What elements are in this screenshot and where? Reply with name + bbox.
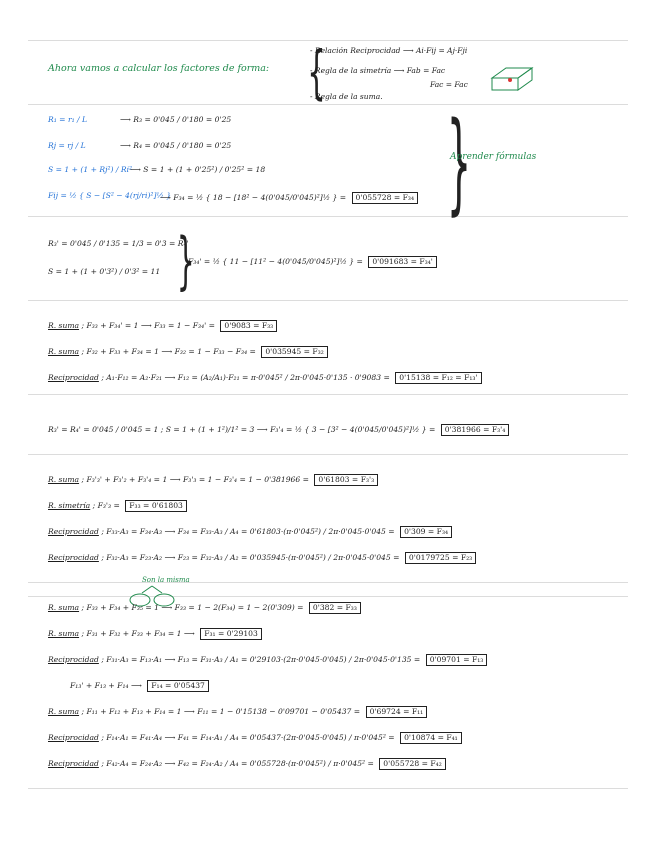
block6-row-7-text: ; F₄₂·A₄ = F₂₄·A₂ ⟶ F₄₂ = F₂₄·A₂ / A₄ = 0'055728·(π·0'045²) / π·0'045² =: [101, 759, 374, 768]
block5-row-4-label: Reciprocidad: [48, 553, 99, 562]
block5-row-4-text: ; F₃₂·A₃ = F₂₃·A₂ ⟶ F₂₃ = F₃₂·A₃ / A₂ = 0'035945·(π·0'045²) / 2π·0'045·0'045 =: [101, 553, 400, 562]
block3-row-1-label: R. suma: [48, 321, 80, 330]
formulas-brace: }: [446, 98, 472, 226]
cylinder-sketch: [490, 66, 534, 92]
block4-box: 0'381966 = F₃'₄: [441, 424, 510, 436]
block5-row-2: [48, 500, 187, 512]
block5-row-1-box: 0'61803 = F₃'₃: [314, 474, 378, 486]
block3-row-2: [48, 346, 328, 358]
block2-brace: }: [176, 224, 195, 297]
block3-row-2-label: R. suma: [48, 347, 80, 356]
block2-result: F₃₄' = ½ { 11 − [11² − 4(0'045/0'045)²]½ } =: [188, 257, 363, 266]
formula-fij-result-wrap: [160, 192, 418, 204]
block2-result-wrap: [188, 256, 437, 268]
block6-row-4-box: F₁₄ = 0'05437: [147, 680, 209, 692]
block6-row-3-box: 0'09701 = F₁₃: [426, 654, 488, 666]
block6-row-7: [48, 758, 446, 770]
block5-row-3: [48, 526, 452, 538]
intro-heading: Ahora vamos a calcular los factores de forma:: [48, 63, 270, 74]
formulas-note: Aprender fórmulas: [450, 152, 537, 162]
formula-s-result: ⟶ S = 1 + (1 + 0'25²) / 0'25² = 18: [130, 165, 266, 174]
formula-fij-result: ⟶ F₃₄ = ½ { 18 − [18² − 4(0'045/0'045)²]½ } =: [160, 193, 347, 202]
block3-row-3: [48, 372, 482, 384]
intro-point-2: - Regla de la simetría ⟶ Fab = Fac: [310, 66, 446, 75]
formula-rj-result: ⟶ R₄ = 0'045 / 0'180 = 0'25: [120, 141, 232, 150]
block6-annotation: Son la misma: [142, 576, 190, 584]
formula-fij-box: 0'055728 = F₃₄: [352, 192, 418, 204]
block5-row-1-label: R. suma: [48, 475, 80, 484]
block6-row-7-box: 0'055728 = F₄₂: [379, 758, 445, 770]
block3-row-2-box: 0'035945 = F₃₂: [261, 346, 327, 358]
block6-row-2-text: ; F₃₁ + F₃₂ + F₃₃ + F₃₄ = 1 ⟶: [81, 629, 195, 638]
block2-box: 0'091683 = F₃₄': [368, 256, 437, 268]
block5-row-3-label: Reciprocidad: [48, 527, 99, 536]
block6-row-6: [48, 732, 462, 744]
block5-row-1: [48, 474, 378, 486]
block6-row-5-box: 0'69724 = F₁₁: [366, 706, 428, 718]
block6-row-1-text: ; F₃₃ + F₃₄ + F₃₅ = 1 ⟶ F₃₃ = 1 − 2(F₃₄) = 1 − 2(0'309) =: [81, 603, 304, 612]
block6-row-4: [70, 680, 209, 692]
block5-row-3-box: 0'309 = F₃₄: [400, 526, 452, 538]
block3-row-1-text: ; F₃₃ + F₃₄' = 1 ⟶ F₃₃ = 1 − F₃₄' =: [81, 321, 215, 330]
block3-row-2-text: ; F₃₂ + F₃₃ + F₃₄ = 1 ⟶ F₃₂ = 1 − F₃₃ − F₃₄ =: [81, 347, 256, 356]
block6-row-5: [48, 706, 427, 718]
block4-text: R₃' = R₄' = 0'045 / 0'045 = 1 ; S = 1 + (1 + 1²)/1² = 3 ⟶ F₃'₄ = ½ { 3 − [3² − 4(0'045/0'045)²]½ } =: [48, 425, 436, 434]
block3-row-3-box: 0'15138 = F₁₂ = F₁₃': [395, 372, 481, 384]
intro-point-4: - Regla de la suma.: [310, 92, 383, 101]
block6-row-1-box: 0'382 = F₃₃: [309, 602, 361, 614]
formula-rj: Rj = rj / L: [48, 141, 86, 150]
formula-r1-result: ⟶ R₃ = 0'045 / 0'180 = 0'25: [120, 115, 232, 124]
block2-line1: R₃' = 0'045 / 0'135 = 1/3 = 0'3 = R₄': [48, 239, 189, 248]
block6-row-3: [48, 654, 487, 666]
block6-row-3-label: Reciprocidad: [48, 655, 99, 664]
block6-row-2-box: F₃₁ = 0'29103: [200, 628, 262, 640]
block6-row-3-text: ; F₃₁·A₃ = F₁₃·A₁ ⟶ F₁₃ = F₃₁·A₃ / A₁ = 0'29103·(2π·0'045·0'045) / 2π·0'045·0'135 =: [101, 655, 421, 664]
intro-point-1: - Relación Reciprocidad ⟶ Ai·Fij = Aj·Fji: [310, 46, 468, 55]
block6-row-6-text: ; F₁₄·A₁ = F₄₁·A₄ ⟶ F₄₁ = F₁₄·A₁ / A₄ = 0'05437·(2π·0'045·0'045) / π·0'045² =: [101, 733, 395, 742]
block5-row-1-text: ; F₃'₃' + F₃'₂ + F₃'₄ = 1 ⟶ F₃'₃ = 1 − F₃'₄ = 1 − 0'381966 =: [81, 475, 309, 484]
formula-s: S = 1 + (1 + Rj²) / Ri²: [48, 165, 133, 174]
block3-row-1: [48, 320, 277, 332]
block6-row-1: [48, 602, 361, 614]
block2-line2: S = 1 + (1 + 0'3²) / 0'3² = 11: [48, 267, 161, 276]
block5-row-4-box: 0'0179725 = F₂₃: [405, 552, 476, 564]
intro-point-3: Fac = Fac: [430, 80, 468, 89]
block6-row-5-text: ; F₁₁ + F₁₂ + F₁₃ + F₁₄ = 1 ⟶ F₁₁ = 1 − 0'15138 − 0'09701 − 0'05437 =: [81, 707, 361, 716]
block3-row-3-text: ; A₁·F₁₂ = A₂·F₂₁ ⟶ F₁₂ = (A₂/A₁)·F₂₁ = π·0'045² / 2π·0'045·0'135 · 0'9083 =: [101, 373, 390, 382]
block6-row-1-label: R. suma: [48, 603, 80, 612]
formula-r1: R₁ = r₁ / L: [48, 115, 88, 124]
block6-row-2: [48, 628, 262, 640]
block5-row-4: [48, 552, 476, 564]
block5-row-2-box: F₃₃ = 0'61803: [125, 500, 187, 512]
block6-row-5-label: R. suma: [48, 707, 80, 716]
block5-row-2-label: R. simetría: [48, 501, 91, 510]
block5-row-2-text: ; F₃'₃ =: [92, 501, 120, 510]
block6-row-6-label: Reciprocidad: [48, 733, 99, 742]
block6-row-2-label: R. suma: [48, 629, 80, 638]
block5-row-3-text: ; F₃₃·A₃ = F₃₄·A₃ ⟶ F₃₄ = F₃₃·A₃ / A₄ = 0'61803·(π·0'045²) / 2π·0'045·0'045 =: [101, 527, 395, 536]
block6-row-4-text: F₁₃' + F₁₃ + F₁₄ ⟶: [70, 681, 142, 690]
block4-row: [48, 424, 509, 436]
block3-row-1-box: 0'9083 = F₃₃: [220, 320, 277, 332]
block6-row-7-label: Reciprocidad: [48, 759, 99, 768]
formula-fij: Fij = ½ { S − [S² − 4(rj/ri)²]½ }: [48, 191, 172, 200]
block6-row-6-box: 0'10874 = F₄₁: [400, 732, 462, 744]
intro-brace: {: [307, 38, 326, 106]
block3-row-3-label: Reciprocidad: [48, 373, 99, 382]
